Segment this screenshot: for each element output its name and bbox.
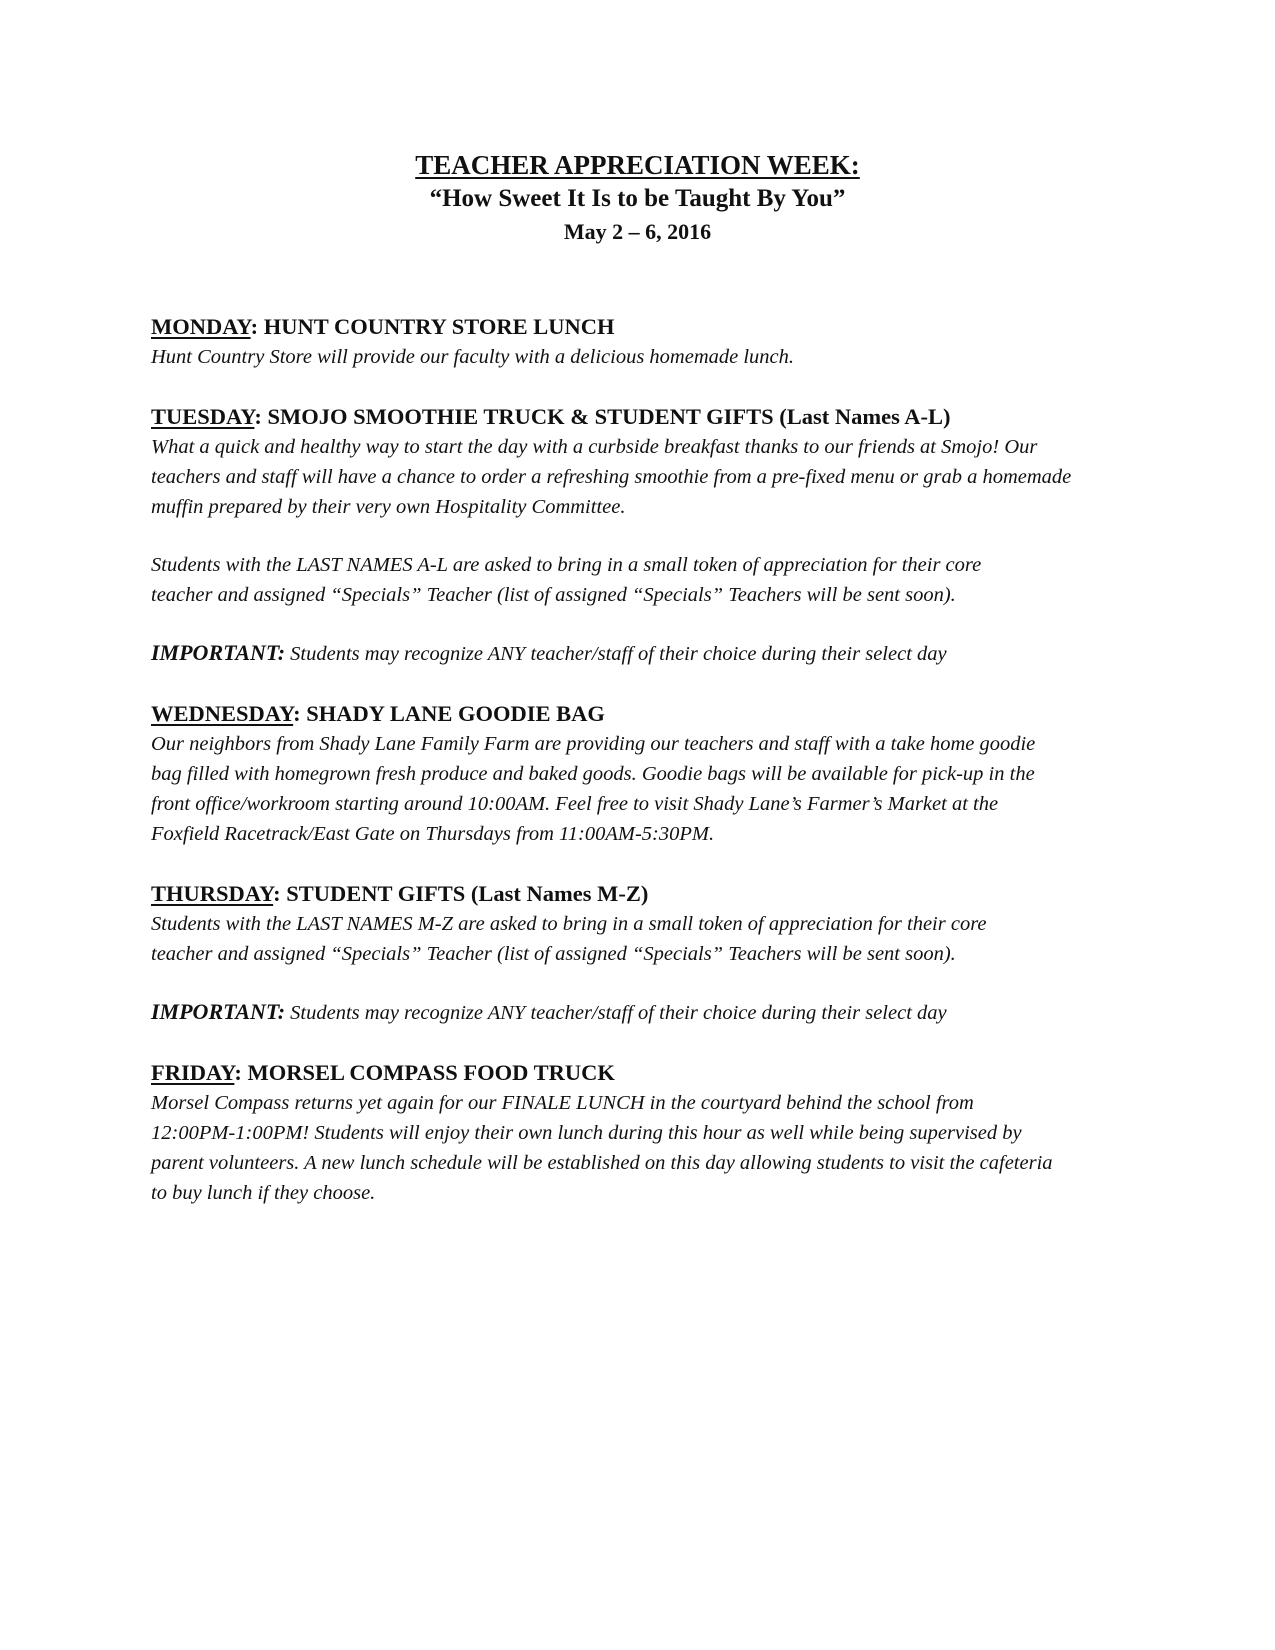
spacer bbox=[151, 522, 1141, 550]
section-tuesday bbox=[151, 402, 1141, 669]
day-label: MONDAY bbox=[151, 314, 251, 339]
body-line: 12:00PM-1:00PM! Students will enjoy their own lunch during this hour as well while being supervised by bbox=[151, 1122, 1022, 1144]
body-line: muffin prepared by their very own Hospitality Committee. bbox=[151, 496, 626, 518]
document-title: TEACHER APPRECIATION WEEK: bbox=[415, 150, 860, 180]
important-note bbox=[151, 997, 1141, 1028]
body-line: Morsel Compass returns yet again for our FINALE LUNCH in the courtyard behind the school from bbox=[151, 1092, 974, 1114]
spacer bbox=[151, 969, 1141, 997]
important-label: IMPORTANT: bbox=[151, 999, 286, 1024]
schedule-content bbox=[151, 312, 1141, 1208]
section-heading bbox=[151, 402, 1141, 432]
body-line: to buy lunch if they choose. bbox=[151, 1182, 376, 1204]
heading-separator: : bbox=[293, 701, 307, 726]
section-heading bbox=[151, 312, 1141, 342]
section-friday bbox=[151, 1058, 1141, 1208]
section-title: STUDENT GIFTS (Last Names M-Z) bbox=[286, 881, 649, 906]
body-line: teacher and assigned “Specials” Teacher (list of assigned “Specials” Teachers will be sent soon). bbox=[151, 943, 956, 965]
body-line: Our neighbors from Shady Lane Family Farm are providing our teachers and staff with a take home goodie bbox=[151, 733, 1036, 755]
body-line: Foxfield Racetrack/East Gate on Thursdays from 11:00AM-5:30PM. bbox=[151, 823, 715, 845]
body-line: parent volunteers. A new lunch schedule will be established on this day allowing students to visit the cafeteria bbox=[151, 1152, 1053, 1174]
section-title: SHADY LANE GOODIE BAG bbox=[306, 701, 605, 726]
document-date: May 2 – 6, 2016 bbox=[563, 219, 712, 244]
section-title: HUNT COUNTRY STORE LUNCH bbox=[263, 314, 615, 339]
section-heading bbox=[151, 699, 1141, 729]
section-title: SMOJO SMOOTHIE TRUCK & STUDENT GIFTS (Last Names A-L) bbox=[267, 404, 951, 429]
spacer bbox=[151, 610, 1141, 638]
day-label: FRIDAY bbox=[151, 1060, 235, 1085]
important-label: IMPORTANT: bbox=[151, 640, 286, 665]
heading-separator: : bbox=[250, 314, 264, 339]
spacer bbox=[151, 1028, 1141, 1058]
body-line: teachers and staff will have a chance to order a refreshing smoothie from a pre-fixed menu or grab a homemade bbox=[151, 466, 1072, 488]
important-text: Students may recognize ANY teacher/staff of their choice during their select day bbox=[285, 1002, 947, 1024]
body-line: What a quick and healthy way to start the day with a curbside breakfast thanks to our friends at Smojo! Our bbox=[151, 436, 1038, 458]
section-heading bbox=[151, 1058, 1141, 1088]
body-line: Students with the LAST NAMES M-Z are asked to bring in a small token of appreciation for their core bbox=[151, 913, 987, 935]
section-wednesday bbox=[151, 699, 1141, 849]
body-line: teacher and assigned “Specials” Teacher (list of assigned “Specials” Teachers will be sent soon). bbox=[151, 584, 956, 606]
important-note bbox=[151, 638, 1141, 669]
section-monday bbox=[151, 312, 1141, 372]
section-body: Hunt Country Store will provide our faculty with a delicious homemade lunch. bbox=[151, 346, 795, 368]
heading-separator: : bbox=[254, 404, 268, 429]
section-title: MORSEL COMPASS FOOD TRUCK bbox=[247, 1060, 615, 1085]
spacer bbox=[151, 849, 1141, 879]
body-line: front office/workroom starting around 10:00AM. Feel free to visit Shady Lane’s Farmer’s Market at the bbox=[151, 793, 999, 815]
body-line: Students with the LAST NAMES A-L are asked to bring in a small token of appreciation for their core bbox=[151, 554, 982, 576]
important-text: Students may recognize ANY teacher/staff of their choice during their select day bbox=[285, 643, 947, 665]
body-line: bag filled with homegrown fresh produce and baked goods. Goodie bags will be available for pick-up in the bbox=[151, 763, 1035, 785]
day-label: TUESDAY bbox=[151, 404, 255, 429]
heading-separator: : bbox=[273, 881, 287, 906]
spacer bbox=[151, 669, 1141, 699]
section-heading bbox=[151, 879, 1141, 909]
day-label: THURSDAY bbox=[151, 881, 274, 906]
section-thursday bbox=[151, 879, 1141, 1028]
heading-separator: : bbox=[234, 1060, 248, 1085]
day-label: WEDNESDAY bbox=[151, 701, 294, 726]
document-subtitle: “How Sweet It Is to be Taught By You” bbox=[429, 185, 846, 212]
document-header bbox=[0, 148, 1275, 248]
spacer bbox=[151, 372, 1141, 402]
